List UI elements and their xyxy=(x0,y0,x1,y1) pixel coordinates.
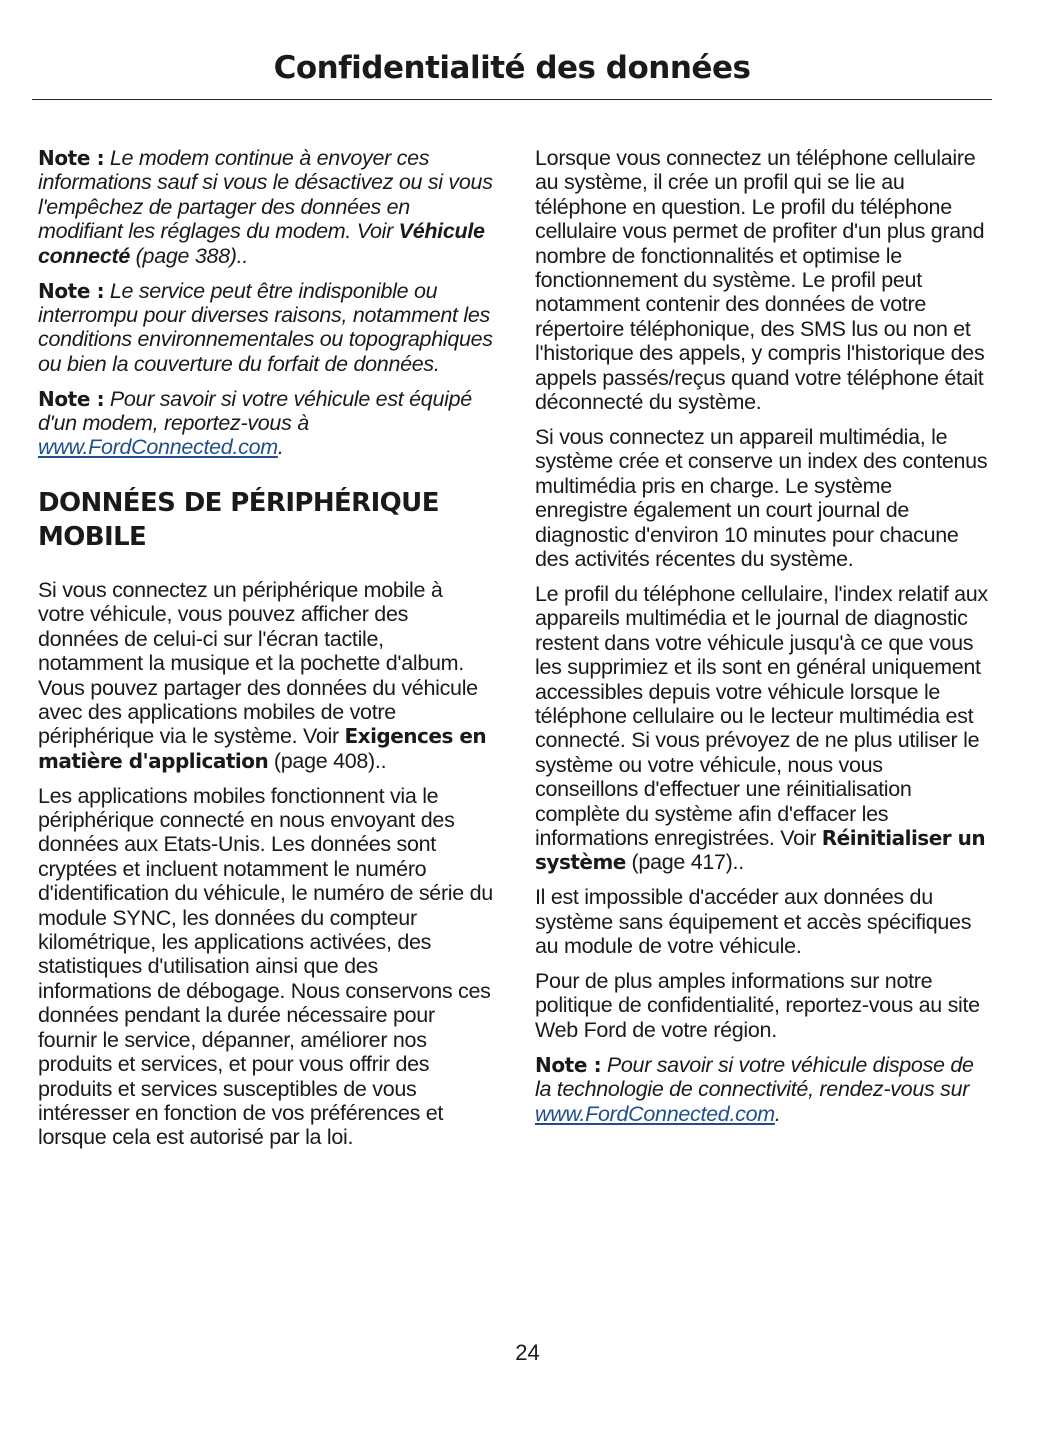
section-heading-mobile-device-data: DONNÉES DE PÉRIPHÉRIQUE MOBILE xyxy=(38,487,439,552)
fordconnected-link[interactable]: www.FordConnected.com xyxy=(535,1101,775,1126)
note-text: Le service peut être indisponible ou interrompu pour diverses raisons, notamment les conditions environnementales ou topographiques ou bien la couverture du forfait de données. xyxy=(38,278,493,376)
left-column xyxy=(38,146,493,1160)
note-tail: . xyxy=(277,435,284,460)
right-column xyxy=(535,146,990,1136)
note-label: Note : xyxy=(38,386,105,411)
note-label: Note : xyxy=(38,146,105,170)
xref-page: (page 417).. xyxy=(625,850,744,875)
note-text: Le modem continue à envoyer ces informations sauf si vous le désactivez ou si vous l'empêchez de partager des données en modifiant les réglages du modem. Voir xyxy=(38,146,493,244)
fordconnected-link[interactable]: www.FordConnected.com xyxy=(38,435,278,460)
paragraph-privacy-policy: Pour de plus amples informations sur notre politique de confidentialité, reportez-vous au site Web Ford de votre région. xyxy=(535,969,980,1042)
note-connectivity xyxy=(535,1053,990,1126)
paragraph-text: Le profil du téléphone cellulaire, l'index relatif aux appareils multimédia et le journal de diagnostic restent dans votre véhicule jusqu'à ce que vous les supprimiez et ils sont en général uniquement accessibles depuis votre véhicule lorsque le téléphone cellulaire ou le lecteur multimédia est connecté. Si vous prévoyez de ne plus utiliser le système ou votre véhicule, nous vous conseillons d'effectuer une réinitialisation complète du système afin d'effacer les informations enregistrées. Voir xyxy=(535,581,988,850)
paragraph-data-retention xyxy=(535,582,990,875)
note-label: Note : xyxy=(38,278,105,303)
note-text: Pour savoir si votre véhicule est équipé d'un modem, reportez-vous à xyxy=(38,386,472,436)
paragraph-access-restriction: Il est impossible d'accéder aux données du système sans équipement et accès spécifiques au module de votre véhicule. xyxy=(535,885,972,959)
paragraph-media-index: Si vous connectez un appareil multimédia, le système crée et conserve un index des contenus multimédia pris en charge. Le système enregistre également un court journal de diagnostic d'environ 10 minutes pour chacune des activités récentes du système. xyxy=(535,424,988,571)
xref-reinitialiser-systeme-link[interactable]: Réinitialiser un système xyxy=(535,825,986,875)
note-label: Note : xyxy=(535,1052,602,1077)
paragraph-mobile-device xyxy=(38,578,493,773)
xref-page: (page 388).. xyxy=(130,243,249,268)
header-divider xyxy=(32,99,992,100)
note-modem-equipped xyxy=(38,387,493,460)
xref-page: (page 408).. xyxy=(268,748,387,773)
paragraph-phone-profile: Lorsque vous connectez un téléphone cellulaire au système, il crée un profil qui se lie au téléphone en question. Le profil du téléphone cellulaire vous permet de profiter d'un plus grand nombre de fonctionnalités et optimise le fonctionnement du système. Le profil peut notamment contenir des données de votre répertoire téléphonique, des SMS lus ou non et l'historique des appels, y compris l'historique des appels passés/reçus quand votre téléphone était déconnecté du système. xyxy=(535,146,985,415)
xref-vehicule-connecte-link[interactable]: Véhicule connecté xyxy=(38,219,485,268)
xref-exigences-application-link[interactable]: Exigences en matière d'application xyxy=(38,724,487,773)
note-tail: . xyxy=(774,1101,781,1126)
paragraph-mobile-apps: Les applications mobiles fonctionnent via le périphérique connecté en nous envoyant des données aux Etats-Unis. Les données sont cryptées et incluent notamment le numéro d'identification du véhicule, le numéro de série du module SYNC, les données du compteur kilométrique, les applications activées, des statistiques d'utilisation ainsi que des informations de débogage. Nous conservons ces données pendant la durée nécessaire pour fournir le service, dépanner, améliorer nos produits et services, et pour vous offrir des produits et services susceptibles de vous intéresser en fonction de vos préférences et lorsque cela est autorisé par la loi. xyxy=(38,783,493,1150)
page-title: Confidentialité des données xyxy=(273,50,751,86)
paragraph-text: Si vous connectez un périphérique mobile à votre véhicule, vous pouvez afficher des données de celui-ci sur l'écran tactile, notamment la musique et la pochette d'album. Vous pouvez partager des données du véhicule avec des applications mobiles de votre périphérique via le système. Voir xyxy=(38,577,478,749)
note-text: Pour savoir si votre véhicule dispose de la technologie de connectivité, rendez-vous sur xyxy=(535,1052,974,1102)
note-modem-continues xyxy=(38,146,493,268)
note-service-unavailable xyxy=(38,279,493,377)
page-number: 24 xyxy=(515,1340,540,1365)
